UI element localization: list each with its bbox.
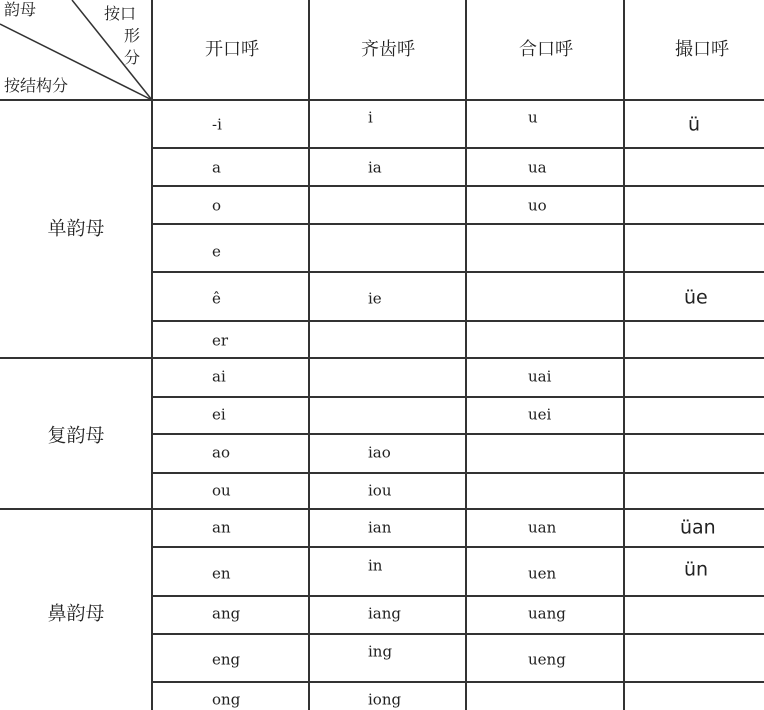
table-cell: e [212,242,221,261]
table-cell: u [528,108,538,127]
corner-label-mouth-shape-line3: 分 [124,48,141,67]
corner-label-mouth-shape-line1: 按口 [104,4,137,23]
table-cell: ei [212,405,226,424]
table-cell: uei [528,405,552,424]
table-cell: ai [212,367,226,386]
table-cell: ün [684,558,709,581]
column-header-hekouhu: 合口呼 [519,39,573,60]
corner-label-finals: 韵母 [4,0,37,19]
table-cell: iang [368,604,402,623]
grid-line-horizontal [152,595,764,597]
table-cell: eng [212,650,241,669]
table-cell: ê [212,289,221,308]
table-cell: uai [528,367,552,386]
table-cell: üe [684,286,708,309]
grid-line-vertical [151,0,153,710]
table-cell: -i [212,115,222,134]
table-cell: a [212,158,221,177]
table-cell: ua [528,158,547,177]
grid-line-vertical [308,0,310,710]
table-cell: ang [212,604,241,623]
table-cell: iou [368,481,392,500]
column-header-qichihu: 齐齿呼 [361,39,415,60]
grid-line-horizontal [0,99,764,101]
corner-label-mouth-shape-line2: 形 [124,26,141,45]
group-label-nasal-finals: 鼻韵母 [47,602,105,625]
table-cell: an [212,518,231,537]
grid-line-horizontal [152,633,764,635]
table-cell: ao [212,443,230,462]
grid-line-horizontal [0,508,764,510]
grid-line-horizontal [152,433,764,435]
grid-line-horizontal [152,396,764,398]
grid-line-vertical [465,0,467,710]
table-cell: iong [368,690,402,709]
grid-line-horizontal [152,147,764,149]
grid-line-horizontal [152,681,764,683]
table-cell: ueng [528,650,566,669]
table-cell: en [212,564,231,583]
table-cell: uen [528,564,557,583]
table-cell: ie [368,289,382,308]
table-cell: ia [368,158,382,177]
grid-line-horizontal [0,357,764,359]
table-cell: ong [212,690,241,709]
grid-line-horizontal [152,271,764,273]
table-cell: iao [368,443,391,462]
group-label-compound-finals: 复韵母 [47,424,105,447]
group-label-simple-finals: 单韵母 [47,217,105,240]
corner-label-structure: 按结构分 [4,76,69,95]
column-header-kaikouhu: 开口呼 [205,39,259,60]
grid-line-horizontal [152,320,764,322]
table-cell: uang [528,604,566,623]
table-cell: er [212,331,229,350]
table-cell: uan [528,518,557,537]
grid-line-horizontal [152,185,764,187]
table-cell: üan [680,516,716,539]
table-cell: i [368,108,373,127]
table-cell: ian [368,518,392,537]
grid-line-horizontal [152,472,764,474]
table-cell: o [212,196,222,215]
table-cell: ing [368,642,393,661]
table-cell: ü [688,113,701,136]
table-cell: in [368,556,383,575]
column-header-cuokouhu: 撮口呼 [675,39,729,60]
table-cell: uo [528,196,547,215]
table-cell: ou [212,481,231,500]
grid-line-vertical [623,0,625,710]
grid-line-horizontal [152,546,764,548]
grid-line-horizontal [152,223,764,225]
